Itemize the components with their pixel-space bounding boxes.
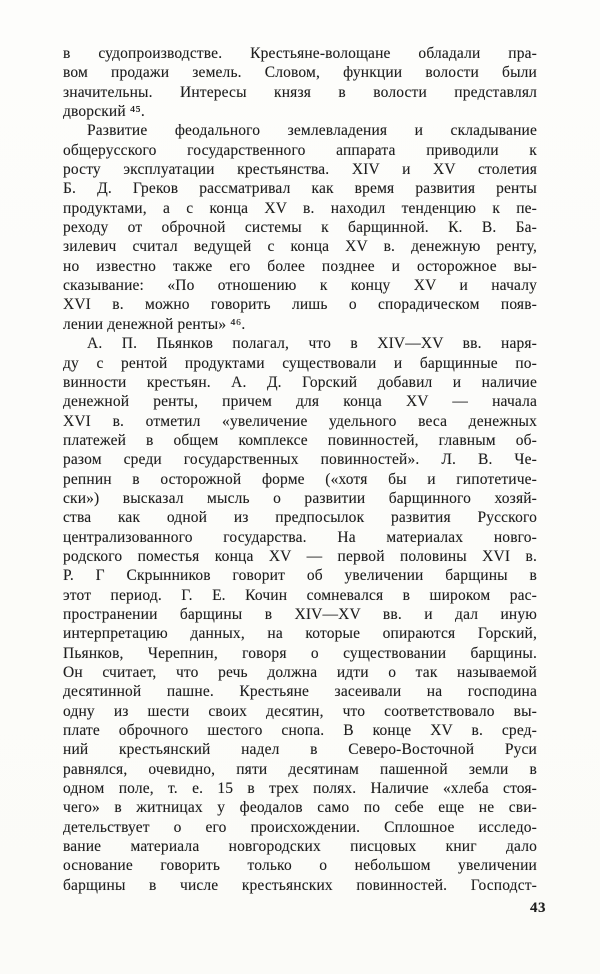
page-number: 43 xyxy=(530,900,546,916)
text-line: ний крестьянский надел в Северо-Восточной Руси xyxy=(63,741,537,759)
text-line: реходу от оброчной системы к барщинной. К. В. Ба- xyxy=(63,219,537,237)
text-line: одном поле, т. е. 15 в трех полях. Наличие «хлеба стоя- xyxy=(63,780,537,798)
text-line: Б. Д. Греков рассматривал как время развития ренты xyxy=(63,180,537,198)
text-line: росту эксплуатации крестьянства. XIV и XV столетия xyxy=(63,161,537,179)
text-line: ства как одной из предпосылок развития Русского xyxy=(63,509,537,527)
text-line: основание говорить только о небольшом увеличении xyxy=(63,857,537,875)
text-line: XVI в. можно говорить лишь о спорадическом появ- xyxy=(63,296,537,314)
text-line: десятинной пашне. Крестьяне засеивали на господина xyxy=(63,683,537,701)
text-line: плате оброчного шестого снопа. В конце XV в. сред- xyxy=(63,722,537,740)
text-line: но известно также его более позднее и осторожное вы- xyxy=(63,257,537,275)
text-line: ски») высказал мысль о развитии барщинного хозяй- xyxy=(63,489,537,507)
text-line: платежей в общем комплексе повинностей, главным об- xyxy=(63,431,537,449)
text-line: Он считает, что речь должна идти о так называемой xyxy=(63,664,537,681)
text-line: централизованного государства. На материалах новго- xyxy=(63,528,537,546)
text-line: Р. Г Скрынников говорит об увеличении барщины в xyxy=(63,567,537,585)
text-line: продуктами, а с конца XV в. находил тенденцию к пе- xyxy=(63,199,537,217)
text-line: равнялся, очевидно, пяти десятинам пашенной земли в xyxy=(63,760,537,778)
text-line: Пьянков, Черепнин, говоря о существовании барщины. xyxy=(63,644,537,662)
text-line: разом среди государственных повинностей». Л. В. Че- xyxy=(63,451,537,469)
text-line: значительны. Интересы князя в волости представлял xyxy=(63,83,537,101)
text-line: общерусского государственного аппарата приводили к xyxy=(63,141,537,159)
text-line: барщины в числе крестьянских повинностей. Господст- xyxy=(63,876,537,894)
text-line: родского поместья конца XV — первой половины XVI в. xyxy=(63,547,537,565)
text-line: интерпретацию данных, на которые опираются Горский, xyxy=(63,625,537,643)
text-line: вом продажи земель. Словом, функции волости были xyxy=(63,64,537,82)
text-line: денежной ренты, причем для конца XV — начала xyxy=(63,393,537,411)
text-line: репнин в осторожной форме («хотя бы и гипотетиче- xyxy=(63,470,537,488)
text-line: ду с рентой продуктами существовали и барщинные по- xyxy=(63,354,537,372)
text-line: XVI в. отметил «увеличение удельного веса денежных xyxy=(63,412,537,430)
text-line: лении денежной ренты» ⁴⁶. xyxy=(63,315,246,333)
text-line: А. П. Пьянков полагал, что в XIV—XV вв. наря- xyxy=(87,335,537,353)
text-line: пространении барщины в XIV—XV вв. и дал иную xyxy=(63,605,537,623)
text-line: винности крестьян. А. Д. Горский добавил и наличие xyxy=(63,373,537,391)
text-line: детельствует о его происхождении. Сплошное исследо- xyxy=(63,818,537,836)
text-line: дворский ⁴⁵. xyxy=(63,103,145,121)
text-line: зилевич считал ведущей с конца XV в. денежную ренту, xyxy=(63,238,537,256)
text-line: этот период. Г. Е. Кочин сомневался в широком рас- xyxy=(63,586,537,604)
text-line: чего» в житницах у феодалов само по себе еще не сви- xyxy=(63,799,537,817)
text-line: сказывание: «По отношению к концу XV и началу xyxy=(63,277,537,295)
text-line: Развитие феодального землевладения и складывание xyxy=(87,122,537,140)
text-line: вание материала новгородских писцовых книг дало xyxy=(63,838,537,856)
text-line: одну из шести своих десятин, что соответствовало вы- xyxy=(63,702,537,720)
text-block xyxy=(63,44,537,895)
text-line: в судопроизводстве. Крестьяне-волощане обладали пра- xyxy=(63,45,537,62)
